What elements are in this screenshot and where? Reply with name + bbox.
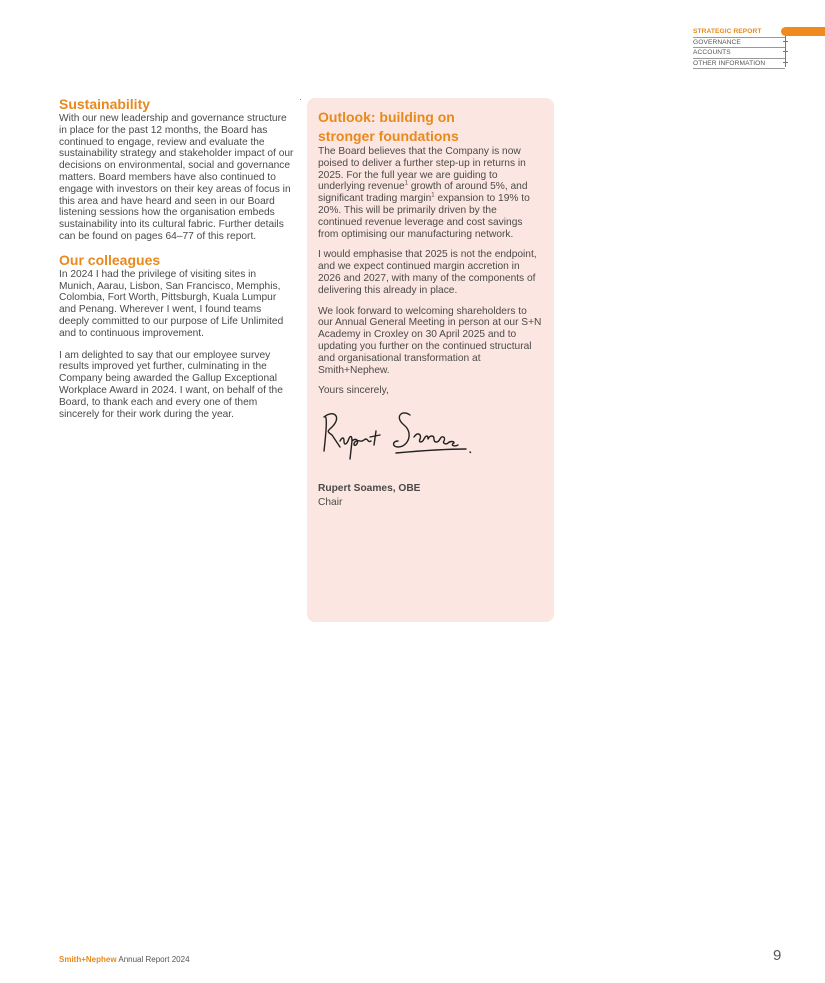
nav-item-governance[interactable]: GOVERNANCE — [693, 38, 785, 49]
footnote-marker[interactable]: 1 — [404, 181, 408, 187]
nav-tick — [783, 62, 788, 63]
outlook-paragraph-3: We look forward to welcoming shareholders to our Annual General Meeting in person at our S+N Academy in Croxley on 30 April 2025 and to updating you further on the continued structural and organisational transformation at Smith+Nephew. — [318, 305, 542, 376]
column-divider-mark — [300, 99, 301, 100]
colleagues-paragraph-1: In 2024 I had the privilege of visiting sites in Munich, Aarau, Lisbon, San Francisco, Memphis, Colombia, Fort Worth, Pittsburgh, Kuala Lumpur and Penang. Wherever I went, I found teams deeply committed to our purpose of Life Unlimited and to continuous improvement. — [59, 268, 284, 339]
footer-report-title — [59, 955, 190, 964]
outlook-p1-part-b: growth of around 5%, and significant trading margin — [318, 181, 528, 205]
section-nav — [693, 27, 785, 69]
footnote-marker[interactable]: 1 — [431, 192, 435, 199]
outlook-panel — [307, 98, 554, 622]
handwritten-signature — [318, 403, 478, 473]
colleagues-heading: Our colleagues — [59, 251, 161, 268]
outlook-paragraph-2: I would emphasise that 2025 is not the endpoint, and we expect continued margin accretion in 2026 and 2027, with many of the components of delivering this already in place. — [318, 249, 537, 296]
closing-salutation: Yours sincerely, — [318, 385, 389, 397]
footer-brand: Smith+Nephew — [59, 955, 117, 964]
outlook-heading-line-1: Outlook: building on — [318, 109, 455, 125]
outlook-heading — [318, 108, 543, 146]
section-tab-marker — [785, 27, 825, 36]
nav-item-other-information[interactable]: OTHER INFORMATION — [693, 59, 785, 70]
sustainability-body: With our new leadership and governance structure in place for the past 12 months, the Board has continued to engage, review and evaluate the sustainability strategy and stakeholder impact of our decisions on environmental, social and governance matters. Board members have also continued to engage with investors on their key areas of focus in this area and have heard and seen in our Board listening sessions how the organisation embeds sustainability into its cultural fabric. Further details can be found on pages 64–77 of this report. — [59, 113, 294, 242]
outlook-paragraph-1 — [318, 146, 543, 240]
outlook-heading-line-2: stronger foundations — [318, 128, 459, 144]
colleagues-paragraph-2: I am delighted to say that our employee survey results improved yet further, culminating in the Company being awarded the Gallup Exceptional Workplace Award in 2024. I want, on behalf of the Board, to thank each and every one of them sincerely for their work during the year. — [59, 349, 283, 420]
left-column — [59, 96, 294, 420]
nav-tick — [783, 51, 788, 52]
outlook-p1-part-a: The Board believes that the Company is now poised to deliver a further step-up in returns in 2025. For the full year we are guiding to underlying revenue — [318, 146, 526, 193]
sustainability-heading: Sustainability — [59, 96, 151, 112]
nav-item-strategic-report[interactable]: STRATEGIC REPORT — [693, 27, 785, 38]
outlook-p1-part-c: expansion to 19% to 20%. This will be primarily driven by the continued revenue leverage and cost savings from optimising our manufacturing network. — [318, 193, 530, 240]
page-number: 9 — [773, 947, 782, 964]
signatory-name: Rupert Soames, OBE — [318, 483, 421, 495]
footer-report-name: Annual Report 2024 — [116, 955, 190, 964]
nav-item-accounts[interactable]: ACCOUNTS — [693, 48, 785, 59]
signatory-title: Chair — [318, 496, 343, 508]
nav-tick — [783, 41, 788, 42]
section-dot-marker — [781, 27, 790, 36]
